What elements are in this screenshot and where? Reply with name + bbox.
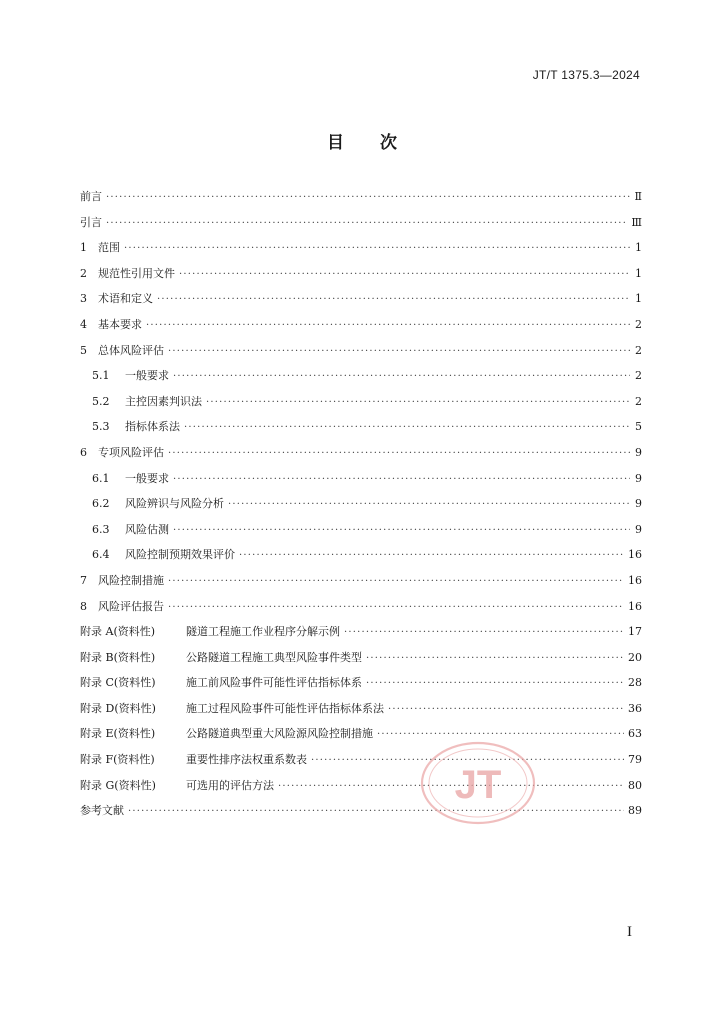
toc-entry-number: 附录 C(资料性) bbox=[80, 676, 156, 690]
toc-entry-label bbox=[80, 568, 164, 594]
jt-stamp-watermark bbox=[418, 740, 538, 826]
toc-entry-page: 1 bbox=[635, 266, 642, 280]
toc-entry-label bbox=[92, 389, 202, 415]
toc-entry-page: 89 bbox=[628, 804, 642, 818]
toc-entry-text: 可选用的评估方法 bbox=[186, 778, 274, 792]
toc-entry[interactable] bbox=[80, 466, 642, 492]
toc-dot-leader bbox=[128, 799, 624, 825]
toc-entry[interactable] bbox=[80, 440, 642, 466]
toc-dot-leader bbox=[157, 287, 630, 313]
toc-entry-text: 施工前风险事件可能性评估指标体系 bbox=[186, 676, 362, 690]
toc-entry[interactable] bbox=[80, 517, 642, 543]
toc-entry-label bbox=[80, 184, 102, 210]
toc-entry-text: 公路隧道工程施工典型风险事件类型 bbox=[186, 650, 362, 664]
toc-entry-label bbox=[80, 338, 164, 364]
toc-entry[interactable] bbox=[80, 210, 642, 236]
toc-entry-page: 1 bbox=[635, 241, 642, 255]
toc-entry-text: 一般要求 bbox=[125, 471, 169, 485]
toc-entry-label bbox=[80, 798, 124, 824]
toc-entry-text: 风险估测 bbox=[125, 522, 169, 536]
toc-entry-label bbox=[80, 645, 362, 671]
toc-entry-number: 8 bbox=[80, 599, 87, 613]
toc-entry[interactable] bbox=[80, 594, 642, 620]
toc-entry-number: 5.3 bbox=[92, 420, 110, 434]
toc-entry-label bbox=[92, 363, 169, 389]
toc-entry-number: 6.3 bbox=[92, 522, 110, 536]
toc-entry-text: 基本要求 bbox=[98, 317, 142, 331]
toc-entry-label bbox=[92, 491, 224, 517]
toc-dot-leader bbox=[206, 390, 630, 416]
toc-entry-label bbox=[80, 286, 153, 312]
toc-entry-page: 9 bbox=[635, 522, 642, 536]
toc-entry-page: 2 bbox=[635, 317, 642, 331]
toc-entry-number: 6.1 bbox=[92, 471, 110, 485]
toc-dot-leader bbox=[173, 467, 630, 493]
toc-entry-number: 6.4 bbox=[92, 548, 110, 562]
toc-entry-label bbox=[80, 235, 120, 261]
toc-entry[interactable] bbox=[80, 414, 642, 440]
toc-entry-text: 一般要求 bbox=[125, 369, 169, 383]
toc-entry-number: 附录 E(资料性) bbox=[80, 727, 156, 741]
toc-dot-leader bbox=[179, 262, 630, 288]
toc-entry-label bbox=[92, 414, 180, 440]
toc-dot-leader bbox=[173, 518, 630, 544]
toc-entry-label bbox=[80, 261, 175, 287]
toc-entry[interactable] bbox=[80, 721, 642, 747]
toc-entry[interactable] bbox=[80, 491, 642, 517]
toc-entry-number: 5.2 bbox=[92, 394, 110, 408]
toc-entry-text: 规范性引用文件 bbox=[98, 266, 175, 280]
toc-entry-label bbox=[80, 594, 164, 620]
toc-dot-leader bbox=[168, 569, 624, 595]
toc-entry-label bbox=[80, 721, 373, 747]
toc-entry-page: 9 bbox=[635, 497, 642, 511]
toc-entry-page: 2 bbox=[635, 394, 642, 408]
toc-entry-label bbox=[92, 542, 235, 568]
toc-entry-page: 17 bbox=[628, 625, 642, 639]
svg-text:JT: JT bbox=[454, 763, 502, 807]
document-code: JT/T 1375.3—2024 bbox=[532, 68, 640, 82]
toc-entry-page: Ⅱ bbox=[634, 190, 642, 203]
toc-entry-number: 5 bbox=[80, 343, 87, 357]
toc-entry-page: 16 bbox=[628, 599, 642, 613]
toc-entry-number: 1 bbox=[80, 241, 87, 255]
toc-entry[interactable] bbox=[80, 235, 642, 261]
toc-entry-number: 6.2 bbox=[92, 497, 110, 511]
toc-entry-text: 隧道工程施工作业程序分解示例 bbox=[186, 625, 340, 639]
toc-entry-text: 参考文献 bbox=[80, 804, 124, 818]
toc-dot-leader bbox=[173, 364, 630, 390]
toc-dot-leader bbox=[146, 313, 630, 339]
toc-entry-text: 前言 bbox=[80, 190, 102, 203]
toc-entry[interactable] bbox=[80, 363, 642, 389]
toc-entry-number: 3 bbox=[80, 292, 87, 306]
toc-entry-label bbox=[92, 517, 169, 543]
toc-entry-number: 5.1 bbox=[92, 369, 110, 383]
toc-entry-page: 36 bbox=[628, 701, 642, 715]
toc-dot-leader bbox=[366, 671, 624, 697]
toc-entry-page: 5 bbox=[635, 420, 642, 434]
toc-entry[interactable] bbox=[80, 670, 642, 696]
toc-entry-page: 1 bbox=[635, 292, 642, 306]
toc-entry-text: 公路隧道典型重大风险源风险控制措施 bbox=[186, 727, 373, 741]
toc-entry-page: 2 bbox=[635, 369, 642, 383]
toc-entry[interactable] bbox=[80, 798, 642, 824]
toc-title: 目 次 bbox=[327, 133, 397, 153]
toc-entry[interactable] bbox=[80, 312, 642, 338]
toc-entry[interactable] bbox=[80, 619, 642, 645]
toc-entry[interactable] bbox=[80, 773, 642, 799]
toc-dot-leader bbox=[106, 185, 630, 211]
toc-entry-page: 80 bbox=[628, 778, 642, 792]
toc-entry-page: 63 bbox=[628, 727, 642, 741]
toc-entry-number: 附录 F(资料性) bbox=[80, 753, 155, 767]
toc-entry[interactable] bbox=[80, 696, 642, 722]
toc-entry[interactable] bbox=[80, 542, 642, 568]
toc-entry-number: 4 bbox=[80, 317, 87, 331]
table-of-contents bbox=[80, 184, 642, 824]
toc-entry-label bbox=[80, 773, 274, 799]
toc-dot-leader bbox=[124, 236, 630, 262]
toc-entry-label bbox=[80, 670, 362, 696]
toc-entry-text: 风险评估报告 bbox=[98, 599, 164, 613]
toc-dot-leader bbox=[184, 415, 630, 441]
toc-entry-text: 总体风险评估 bbox=[98, 343, 164, 357]
toc-entry-page: Ⅲ bbox=[631, 215, 642, 229]
toc-entry-text: 风险控制措施 bbox=[98, 573, 164, 587]
toc-entry-page: 28 bbox=[628, 676, 642, 690]
toc-entry[interactable] bbox=[80, 286, 642, 312]
toc-entry-number: 附录 A(资料性) bbox=[80, 625, 156, 639]
toc-entry-number: 附录 D(资料性) bbox=[80, 701, 156, 715]
toc-dot-leader bbox=[228, 492, 630, 518]
toc-entry-page: 9 bbox=[635, 445, 642, 459]
toc-entry-number: 附录 B(资料性) bbox=[80, 650, 156, 664]
toc-entry-label bbox=[80, 312, 142, 338]
toc-entry[interactable] bbox=[80, 645, 642, 671]
toc-entry-text: 风险辨识与风险分析 bbox=[125, 497, 224, 511]
toc-entry-text: 主控因素判识法 bbox=[125, 394, 202, 408]
toc-dot-leader bbox=[239, 543, 624, 569]
toc-entry-number: 附录 G(资料性) bbox=[80, 778, 156, 792]
toc-dot-leader bbox=[106, 211, 627, 237]
toc-entry[interactable] bbox=[80, 184, 642, 210]
toc-entry[interactable] bbox=[80, 261, 642, 287]
toc-entry-text: 风险控制预期效果评价 bbox=[125, 548, 235, 562]
page-number: I bbox=[627, 924, 632, 940]
toc-entry-label bbox=[80, 696, 384, 722]
toc-entry-page: 16 bbox=[628, 573, 642, 587]
toc-entry-label bbox=[80, 747, 307, 773]
toc-dot-leader bbox=[388, 697, 624, 723]
toc-dot-leader bbox=[168, 339, 630, 365]
toc-entry-page: 2 bbox=[635, 343, 642, 357]
toc-entry-page: 9 bbox=[635, 471, 642, 485]
toc-dot-leader bbox=[344, 620, 624, 646]
toc-entry-text: 施工过程风险事件可能性评估指标体系法 bbox=[186, 701, 384, 715]
toc-entry-text: 范围 bbox=[98, 241, 120, 255]
toc-entry-label bbox=[92, 466, 169, 492]
toc-entry-text: 重要性排序法权重系数表 bbox=[186, 753, 307, 767]
toc-entry-text: 术语和定义 bbox=[98, 292, 153, 306]
toc-entry[interactable] bbox=[80, 568, 642, 594]
toc-dot-leader bbox=[168, 441, 630, 467]
toc-entry[interactable] bbox=[80, 747, 642, 773]
toc-entry-page: 20 bbox=[628, 650, 642, 664]
toc-entry-text: 引言 bbox=[80, 215, 102, 229]
toc-entry-page: 16 bbox=[628, 548, 642, 562]
toc-entry-text: 指标体系法 bbox=[125, 420, 180, 434]
toc-entry-number: 7 bbox=[80, 573, 87, 587]
toc-entry-number: 2 bbox=[80, 266, 87, 280]
toc-entry-page: 79 bbox=[628, 753, 642, 767]
toc-entry-number: 6 bbox=[80, 445, 87, 459]
toc-entry-label bbox=[80, 210, 102, 236]
toc-dot-leader bbox=[366, 646, 624, 672]
toc-entry-text: 专项风险评估 bbox=[98, 445, 164, 459]
toc-entry[interactable] bbox=[80, 338, 642, 364]
toc-entry-label bbox=[80, 619, 340, 645]
toc-entry-label bbox=[80, 440, 164, 466]
toc-dot-leader bbox=[168, 595, 624, 621]
toc-entry[interactable] bbox=[80, 389, 642, 415]
